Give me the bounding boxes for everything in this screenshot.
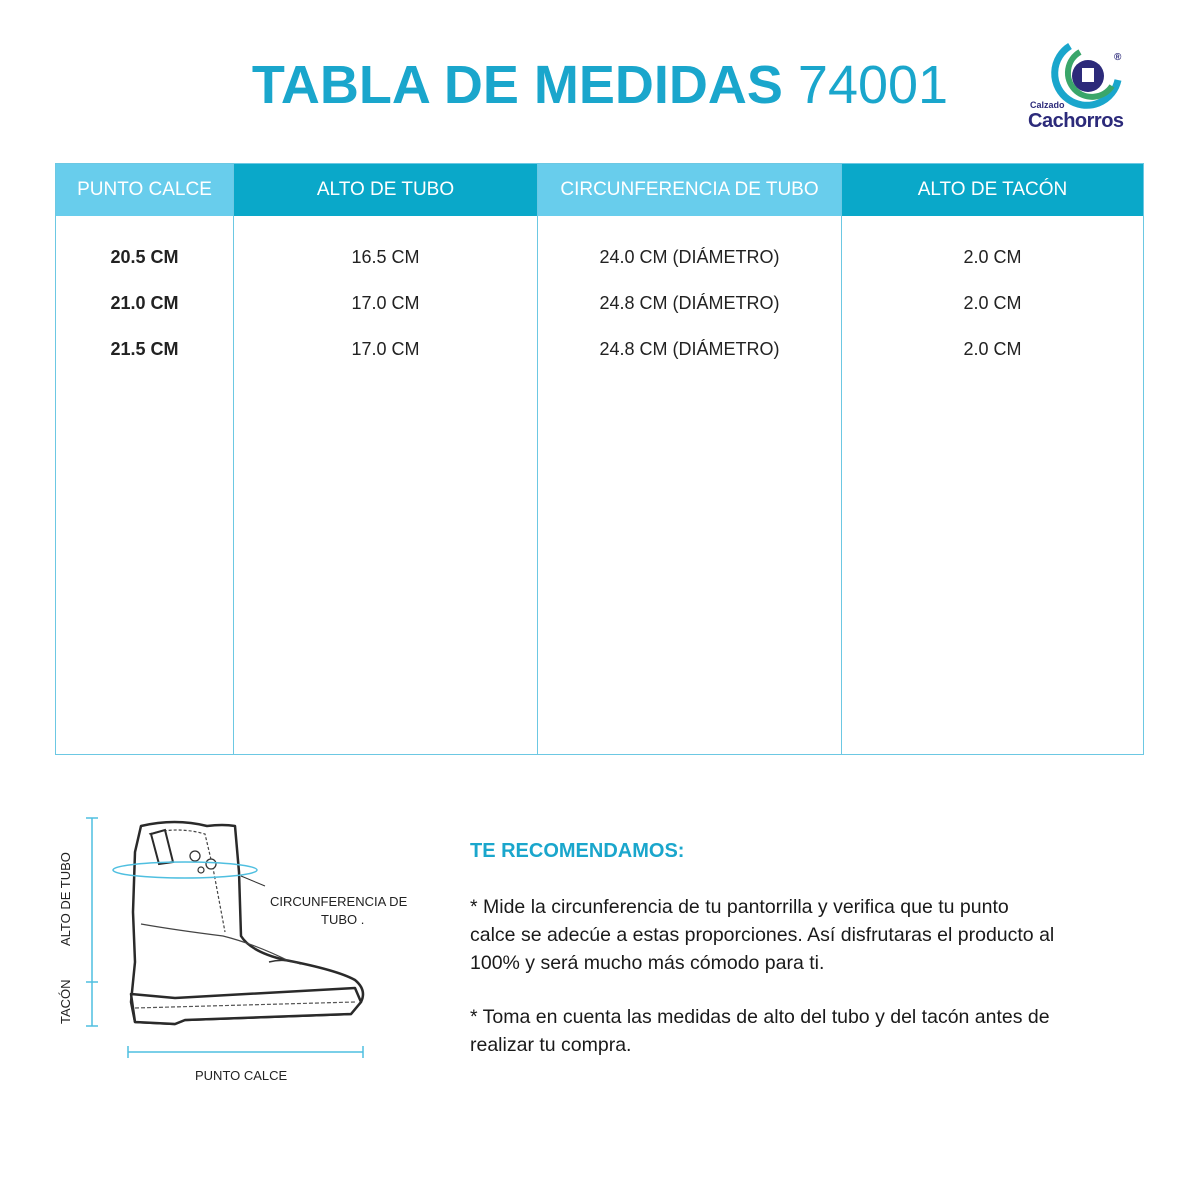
circunferencia-label-line1: CIRCUNFERENCIA DE xyxy=(270,894,408,909)
recommendation-line: calce se adecúe a estas proporciones. Así disfrutaras el producto al xyxy=(470,924,1055,946)
page-title-text: TABLA DE MEDIDAS xyxy=(251,55,783,115)
recommendation-paragraph xyxy=(470,1003,1150,1059)
recommendation-line: * Mide la circunferencia de tu pantorrilla y verifica que tu punto xyxy=(470,896,1009,918)
column-header: PUNTO CALCE xyxy=(56,164,233,216)
size-table xyxy=(55,163,1144,755)
table-cell: 24.8 CM (DIÁMETRO) xyxy=(599,293,780,313)
boot-diagram xyxy=(55,812,435,1092)
recommendation-line: 100% y será mucho más cómodo para ti. xyxy=(470,952,825,974)
column-header: ALTO DE TACÓN xyxy=(842,164,1143,216)
alto-de-tubo-label: ALTO DE TUBO xyxy=(58,852,73,946)
table-cell: 24.8 CM (DIÁMETRO) xyxy=(599,339,780,359)
tacon-label: TACÓN xyxy=(58,979,73,1024)
recommendation-line: realizar tu compra. xyxy=(470,1034,632,1056)
table-cell: 24.0 CM (DIÁMETRO) xyxy=(599,247,780,267)
page-title xyxy=(0,54,1200,116)
boot-illustration-icon xyxy=(55,812,435,1092)
column-alto-de-tubo xyxy=(233,164,537,754)
logo-brand-text: Cachorros xyxy=(1028,110,1124,132)
table-cell: 21.0 CM xyxy=(110,293,179,313)
recommendations-title: TE RECOMENDAMOS: xyxy=(470,840,685,862)
table-cell: 17.0 CM xyxy=(351,339,420,359)
column-punto-calce xyxy=(56,164,233,754)
circunferencia-label-line2: TUBO . xyxy=(321,912,365,927)
table-cell: 16.5 CM xyxy=(351,247,420,267)
punto-calce-label: PUNTO CALCE xyxy=(195,1068,288,1083)
table-cell: 21.5 CM xyxy=(110,339,179,359)
column-alto-de-tacon xyxy=(841,164,1143,754)
model-number: 74001 xyxy=(797,55,949,115)
table-cell: 2.0 CM xyxy=(963,293,1022,313)
table-cell: 2.0 CM xyxy=(963,339,1022,359)
logo-small-text: Calzado xyxy=(1030,100,1065,110)
brand-logo xyxy=(1022,38,1142,133)
table-cell: 2.0 CM xyxy=(963,247,1022,267)
recommendation-paragraph xyxy=(470,893,1150,977)
registered-mark: ® xyxy=(1114,52,1122,63)
column-circunferencia-de-tubo xyxy=(537,164,841,754)
table-cell: 20.5 CM xyxy=(110,247,179,267)
table-cell: 17.0 CM xyxy=(351,293,420,313)
column-header: ALTO DE TUBO xyxy=(234,164,537,216)
recommendation-line: * Toma en cuenta las medidas de alto del tubo y del tacón antes de xyxy=(470,1006,1050,1028)
column-header: CIRCUNFERENCIA DE TUBO xyxy=(538,164,841,216)
